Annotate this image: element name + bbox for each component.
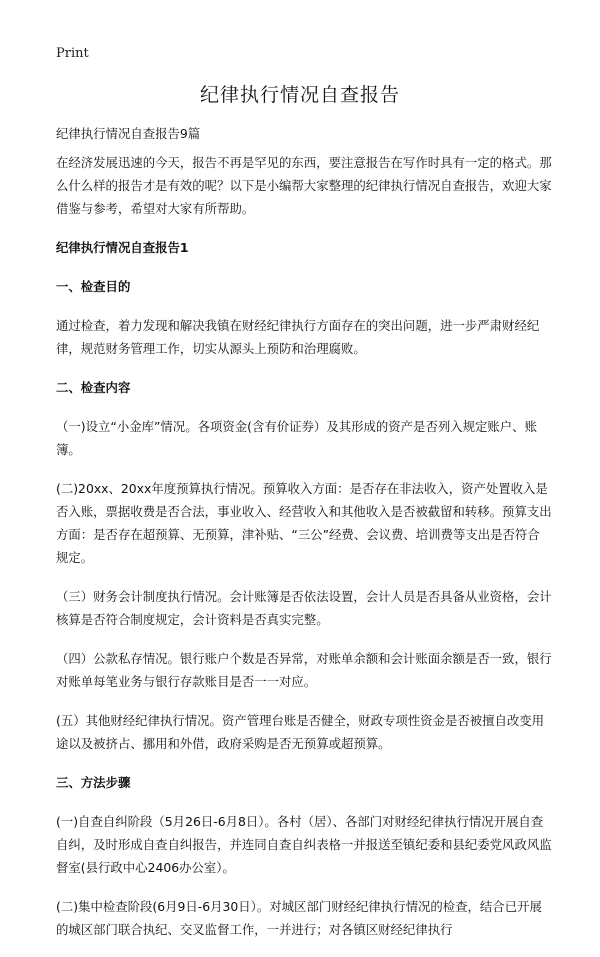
section-heading-steps: 三、方法步骤 (56, 775, 131, 790)
document-body (56, 122, 552, 957)
print-link[interactable]: Print (56, 46, 89, 61)
page-title: 纪律执行情况自查报告 (199, 84, 400, 106)
section-heading-content: 二、检查内容 (56, 380, 131, 395)
paragraph: 通过检查，着力发现和解决我镇在财经纪律执行方面存在的突出问题，进一步严肃财经纪律，规范财务管理工作，切实从源头上预防和治理腐败。 (56, 318, 540, 356)
paragraph: (一)自查自纠阶段（5月26日-6月8日）。各村（居）、各部门对财经纪律执行情况开展自查自纠，及时形成自查自纠报告，并连同自查自纠表格一并报送至镇纪委和县纪委党风政风监督室(县行政中心2406办公室）。 (56, 814, 552, 875)
paragraph: (二)20xx、20xx年度预算执行情况。预算收入方面：是否存在非法收入，资产处置收入是否入账，票据收费是否合法，事业收入、经营收入和其他收入是否被截留和转移。预算支出方面：是否存在超预算、无预算，津补贴、“三公”经费、会议费、培训费等支出是否符合规定。 (56, 481, 552, 565)
section-heading-purpose: 一、检查目的 (56, 279, 131, 294)
intro-paragraph: 在经济发展迅速的今天，报告不再是罕见的东西，要注意报告在写作时具有一定的格式。那么什么样的报告才是有效的呢？以下是小编帮大家整理的纪律执行情况自查报告，欢迎大家借鉴与参考，希望对大家有所帮助。 (56, 155, 552, 216)
document-subtitle: 纪律执行情况自查报告9篇 (56, 126, 201, 141)
paragraph: （一)设立“小金库”情况。各项资金(含有价证券）及其形成的资产是否列入规定账户、账簿。 (56, 419, 537, 457)
report-heading: 纪律执行情况自查报告1 (56, 240, 189, 255)
paragraph: (二)集中检查阶段(6月9日-6月30日）。对城区部门财经纪律执行情况的检查，结合已开展的城区部门联合执纪、交叉监督工作，一并进行；对各镇区财经纪律执行 (56, 899, 542, 937)
paragraph: （三）财务会计制度执行情况。会计账簿是否依法设置，会计人员是否具备从业资格，会计核算是否符合制度规定，会计资料是否真实完整。 (56, 589, 552, 627)
paragraph: (五）其他财经纪律执行情况。资产管理台账是否健全，财政专项性资金是否被擅自改变用途以及被挤占、挪用和外借，政府采购是否无预算或超预算。 (56, 713, 545, 751)
paragraph: （四）公款私存情况。银行账户个数是否异常，对账单余额和会计账面余额是否一致，银行对账单每笔业务与银行存款账目是否一一对应。 (56, 651, 552, 689)
